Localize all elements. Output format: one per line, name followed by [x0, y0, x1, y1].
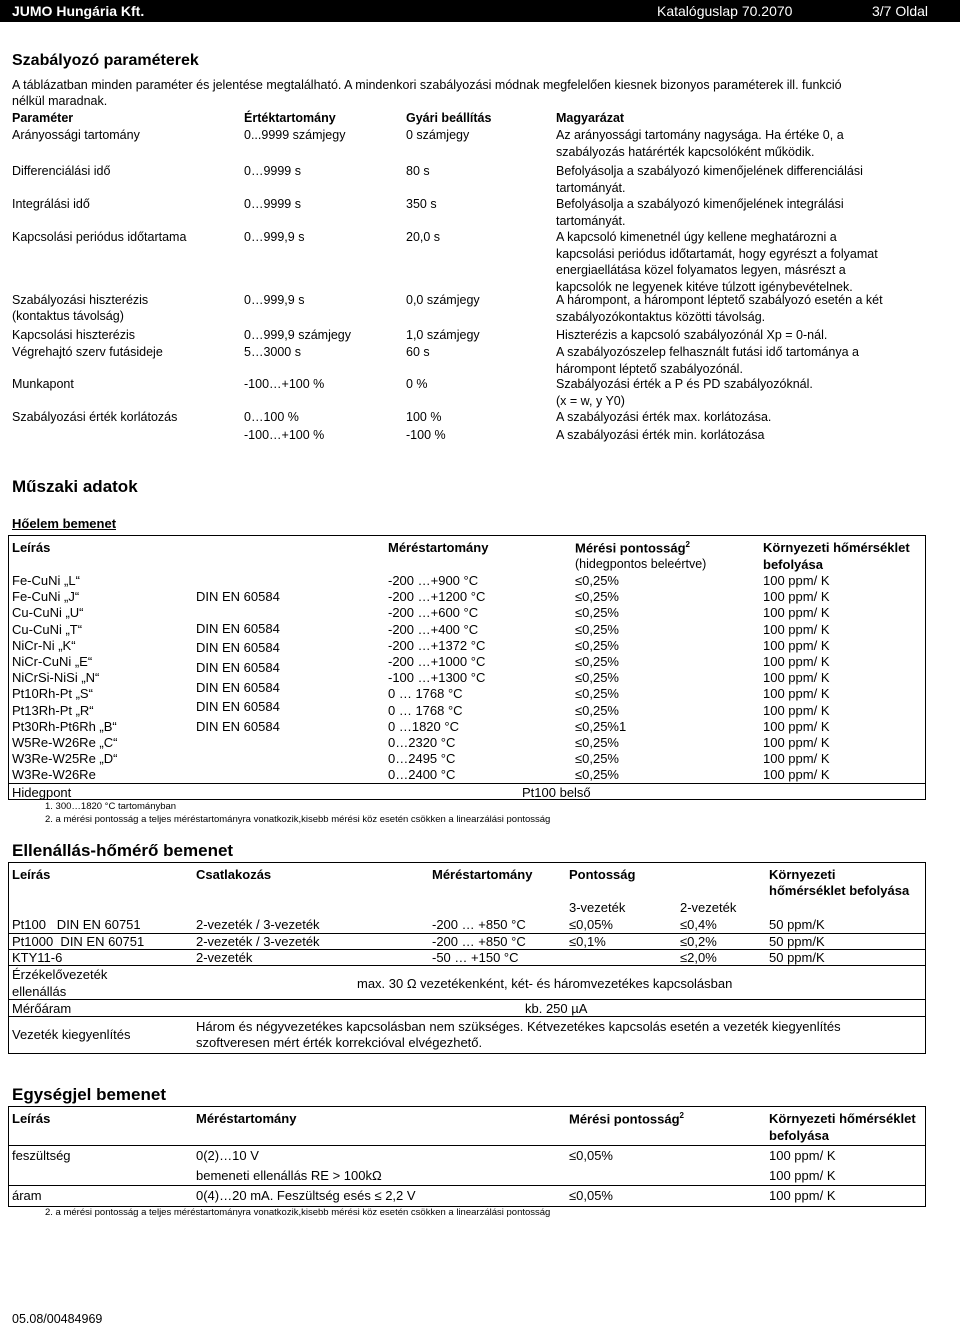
rtd-conn: 2-vezeték / 3-vezeték	[196, 917, 320, 932]
rtd-top-line	[8, 862, 926, 863]
param-desc-line: tartományát.	[556, 180, 626, 195]
rtd-acc-2wire: ≤2,0%	[680, 950, 717, 965]
param-name: Munkapont	[12, 377, 74, 391]
thermo-h-env2: befolyása	[763, 557, 823, 572]
unit-right-line	[925, 1106, 926, 1207]
param-range: 0…999,9 számjegy	[244, 328, 352, 342]
param-desc-line: A szabályozási érték max. korlátozása.	[556, 410, 772, 424]
param-desc-line: tartományát.	[556, 213, 626, 228]
rtd-h-env2: hőmérséklet befolyása	[769, 883, 910, 898]
param-desc-line: energiaellátása közel folyamatos legyen, másrészt a	[556, 263, 846, 277]
unit-row-line-1	[8, 1145, 926, 1146]
thermo-env: 100 ppm/ K	[763, 751, 830, 767]
thermo-range: 0 … 1768 °C	[388, 686, 463, 702]
rtd-right-line	[925, 862, 926, 1054]
param-default: 0 számjegy	[406, 128, 470, 142]
comp-value-1: Három és négyvezetékes kapcsolásban nem szükséges. Kétvezetékes kapcsolás esetén a vezeték kiegyenlítés	[196, 1019, 841, 1034]
rtd-conn: 2-vezeték	[196, 950, 253, 965]
param-name: Kapcsolási hiszterézis	[12, 328, 135, 342]
unit-h-range: Méréstartomány	[196, 1111, 297, 1126]
thermo-acc: ≤0,25%	[575, 702, 619, 718]
param-range: 0…100 %	[244, 410, 299, 424]
rtd-env: 50 ppm/K	[769, 950, 825, 965]
thermo-env: 100 ppm/ K	[763, 686, 830, 702]
thermo-h-acc2: (hidegpontos beleértve)	[575, 557, 707, 571]
param-name-2: (kontaktus távolság)	[12, 309, 124, 323]
thermo-range: -200 …+1200 °C	[388, 589, 486, 605]
param-default: -100 %	[406, 428, 446, 442]
thermo-left-line	[8, 535, 9, 800]
param-desc-line: Befolyásolja a szabályozó kimenőjelének integrálási	[556, 197, 844, 211]
rtd-row-line-4	[8, 999, 926, 1000]
amp-range: 0(4)…20 mA. Feszültség esés ≤ 2,2 V	[196, 1188, 416, 1203]
thermo-mid-line	[8, 783, 926, 784]
thermo-range: 0 …1820 °C	[388, 718, 459, 734]
thermo-standard: DIN EN 60584	[196, 680, 280, 695]
volt-range: 0(2)…10 V	[196, 1148, 259, 1163]
amp-acc: ≤0,05%	[569, 1188, 613, 1203]
amp-env: 100 ppm/ K	[769, 1188, 836, 1203]
unit-h-env1: Környezeti hőmérséklet	[769, 1111, 916, 1126]
rtd-title: Ellenállás-hőmérő bemenet	[12, 841, 234, 860]
param-desc-line: kapcsolási periódus időtartamát, hogy egyrészt a folyamat	[556, 246, 878, 261]
unit-h-acc: Mérési pontosság$^2$	[569, 1111, 684, 1127]
thermo-name: Cu-CuNi „U“	[12, 605, 84, 621]
rtd-bottom-line	[8, 1053, 926, 1054]
param-name: Végrehajtó szerv futásideje	[12, 345, 163, 359]
rtd-h-acc: Pontosság	[569, 867, 636, 882]
thermo-bottom-line	[8, 799, 926, 800]
thermo-standard: DIN EN 60584	[196, 660, 280, 675]
param-default: 1,0 számjegy	[406, 328, 480, 342]
rtd-h-conn: Csatlakozás	[196, 867, 272, 882]
param-desc-line: A hárompont, a hárompont léptető szabályozó esetén a két	[556, 293, 883, 307]
tech-title: Műszaki adatok	[12, 477, 138, 496]
param-default: 0 %	[406, 377, 428, 391]
rtd-name: Pt1000 DIN EN 60751	[12, 933, 145, 949]
cold-value: Pt100 belső	[522, 785, 591, 800]
thermo-name: Cu-CuNi „T“	[12, 621, 83, 637]
page-number: 3/7 Oldal	[872, 3, 929, 19]
param-range: 5…3000 s	[244, 345, 301, 359]
thermo-range: 0 … 1768 °C	[388, 702, 463, 718]
thermo-range: -200 …+900 °C	[388, 573, 479, 588]
params-header-default: Gyári beállítás	[406, 111, 492, 125]
thermo-env: 100 ppm/ K	[763, 767, 830, 783]
thermo-standard: DIN EN 60584	[196, 640, 280, 655]
volt-label: feszültség	[12, 1148, 71, 1163]
param-range: 0…9999 s	[244, 197, 301, 211]
thermo-env: 100 ppm/ K	[763, 702, 830, 718]
thermo-standard: DIN EN 60584	[196, 589, 280, 604]
rtd-env: 50 ppm/K	[769, 917, 825, 932]
param-name: Kapcsolási periódus időtartama	[12, 230, 187, 244]
unit-row-line-2	[8, 1185, 926, 1186]
param-desc-line: Az arányossági tartomány nagysága. Ha értéke 0, a	[556, 128, 844, 142]
params-header-range: Értéktartomány	[244, 111, 336, 125]
thermo-acc: ≤0,25%1	[575, 718, 627, 734]
thermo-name: W3Re-W26Re	[12, 767, 96, 783]
thermo-acc: ≤0,25%	[575, 637, 619, 653]
thermo-acc: ≤0,25%	[575, 751, 619, 767]
thermo-name: Fe-CuNi „J“	[12, 589, 80, 605]
param-desc-line: kapcsolók ne legyenek kitéve túlzott igénybevételnek.	[556, 279, 853, 294]
param-desc-line: (x = w, y Y0)	[556, 393, 625, 408]
volt-env-2: 100 ppm/ K	[769, 1168, 836, 1183]
param-name: Differenciálási idő	[12, 164, 111, 178]
param-default: 20,0 s	[406, 230, 441, 244]
param-default: 0,0 számjegy	[406, 293, 480, 307]
rtd-left-line	[8, 862, 9, 1054]
rtd-acc-2wire: ≤0,2%	[680, 933, 717, 949]
thermo-footnote-2: 2. a mérési pontosság a teljes méréstartományra vonatkozik,kisebb mérési köz esetén csökken a linearzálási pontosság	[45, 814, 551, 825]
thermo-env: 100 ppm/ K	[763, 718, 830, 734]
param-default: 350 s	[406, 197, 437, 211]
param-range: -100…+100 %	[244, 377, 325, 391]
thermo-standard: DIN EN 60584	[196, 699, 280, 714]
rtd-h-desc: Leírás	[12, 867, 51, 882]
amp-label: áram	[12, 1188, 42, 1203]
rtd-h-range: Méréstartomány	[432, 867, 533, 882]
thermo-range: 0…2495 °C	[388, 751, 456, 767]
param-default: 80 s	[406, 164, 430, 178]
page-header	[0, 0, 960, 22]
param-desc-line: hárompont léptető szabályozónál.	[556, 361, 743, 376]
thermo-range: -200 …+400 °C	[388, 621, 479, 637]
rtd-conn: 2-vezeték / 3-vezeték	[196, 933, 320, 949]
thermo-env: 100 ppm/ K	[763, 637, 830, 653]
rtd-acc-3wire: ≤0,1%	[569, 933, 606, 949]
param-desc-line: Hiszterézis a kapcsoló szabályozónál Xp = 0-nál.	[556, 328, 828, 342]
params-intro-1: A táblázatban minden paraméter és jelentése megtalálható. A mindenkori szabályozási módnak megfelelően kiesnek bizonyos paraméterek ill. funkció	[12, 78, 842, 92]
thermo-name: W3Re-W25Re „D“	[12, 751, 118, 767]
catalog-number: Katalóguslap 70.2070	[657, 3, 793, 19]
thermo-standard: DIN EN 60584	[196, 621, 280, 636]
thermo-h-range: Méréstartomány	[388, 540, 489, 555]
param-name: Arányossági tartomány	[12, 128, 140, 142]
thermo-name: Pt30Rh-Pt6Rh „B“	[12, 718, 117, 734]
thermo-range: -200 …+1372 °C	[388, 637, 486, 653]
param-desc-line: A szabályozószelep felhasznált futási idő tartománya a	[556, 345, 859, 359]
unit-left-line	[8, 1106, 9, 1207]
rtd-row-line-3	[8, 965, 926, 966]
thermo-name: W5Re-W26Re „C“	[12, 735, 118, 750]
comp-label: Vezeték kiegyenlítés	[12, 1027, 131, 1042]
thermo-acc: ≤0,25%	[575, 605, 619, 621]
rtd-env: 50 ppm/K	[769, 933, 825, 949]
thermo-standard: DIN EN 60584	[196, 719, 280, 734]
thermo-name: NiCr-Ni „K“	[12, 637, 76, 653]
param-desc-line: A szabályozási érték min. korlátozása	[556, 428, 765, 442]
param-desc-line: Befolyásolja a szabályozó kimenőjelének differenciálási	[556, 164, 863, 178]
thermo-range: -100 …+1300 °C	[388, 670, 486, 686]
rtd-h-env1: Környezeti	[769, 867, 836, 882]
thermo-env: 100 ppm/ K	[763, 670, 830, 686]
thermo-name: Pt10Rh-Pt „S“	[12, 686, 93, 702]
thermo-acc: ≤0,25%	[575, 573, 619, 588]
thermo-acc: ≤0,25%	[575, 589, 619, 605]
thermo-env: 100 ppm/ K	[763, 589, 830, 605]
param-range: 0…9999 s	[244, 164, 301, 178]
thermo-acc: ≤0,25%	[575, 735, 619, 750]
param-default: 100 %	[406, 410, 442, 424]
params-intro-2: nélkül maradnak.	[12, 94, 108, 108]
rtd-name: KTY11-6	[12, 950, 63, 965]
param-range: 0...9999 számjegy	[244, 128, 346, 142]
thermo-name: Fe-CuNi „L“	[12, 573, 80, 588]
param-desc-line: szabályozás határérték kapcsolóként működik.	[556, 144, 815, 159]
param-range: 0…999,9 s	[244, 293, 305, 307]
lead-label-1: Érzékelővezeték	[12, 967, 108, 982]
rtd-acc-3wire: ≤0,05%	[569, 917, 613, 932]
rtd-range: -200 … +850 °C	[432, 933, 526, 949]
volt-env: 100 ppm/ K	[769, 1148, 836, 1163]
unit-footnote: 2. a mérési pontosság a teljes méréstartományra vonatkozik,kisebb mérési köz esetén csökken a linearzálási pontosság	[45, 1207, 551, 1218]
thermo-h-desc: Leírás	[12, 540, 51, 555]
thermo-range: 0…2400 °C	[388, 767, 456, 783]
unit-title: Egységjel bemenet	[12, 1085, 167, 1104]
thermo-footnote-1: 1. 300…1820 °C tartományban	[45, 801, 177, 812]
param-range: -100…+100 %	[244, 428, 325, 442]
params-header-desc: Magyarázat	[556, 111, 625, 125]
thermo-acc: ≤0,25%	[575, 621, 619, 637]
rtd-h-3wire: 3-vezeték	[569, 900, 626, 915]
unit-top-line	[8, 1106, 926, 1107]
thermo-range: 0…2320 °C	[388, 735, 456, 750]
thermo-env: 100 ppm/ K	[763, 654, 830, 669]
rtd-range: -200 … +850 °C	[432, 917, 526, 932]
lead-value: max. 30 Ω vezetékenként, két- és háromvezetékes kapcsolásban	[357, 976, 733, 991]
thermo-acc: ≤0,25%	[575, 670, 619, 686]
thermo-env: 100 ppm/ K	[763, 735, 830, 750]
thermo-right-line	[925, 535, 926, 800]
thermo-title: Hőelem bemenet	[12, 516, 117, 531]
current-label: Mérőáram	[12, 1001, 72, 1016]
unit-h-desc: Leírás	[12, 1111, 51, 1126]
thermo-h-acc: Mérési pontosság$^2$	[575, 540, 690, 556]
rtd-row-line-5	[8, 1016, 926, 1017]
thermo-range: -200 …+600 °C	[388, 605, 479, 621]
unit-h-env2: befolyása	[769, 1128, 829, 1143]
company-name: JUMO Hungária Kft.	[12, 3, 145, 19]
thermo-acc: ≤0,25%	[575, 654, 619, 669]
lead-label-2: ellenállás	[12, 984, 67, 999]
param-name: Szabályozási hiszterézis	[12, 293, 149, 307]
params-header-param: Paraméter	[12, 111, 74, 125]
thermo-acc: ≤0,25%	[575, 686, 619, 702]
param-desc-line: szabályozókontaktus közötti távolság.	[556, 309, 766, 324]
thermo-name: NiCrSi-NiSi „N“	[12, 670, 100, 686]
volt-acc: ≤0,05%	[569, 1148, 613, 1163]
thermo-env: 100 ppm/ K	[763, 573, 830, 588]
thermo-h-env1: Környezeti hőmérséklet	[763, 540, 910, 555]
param-name: Integrálási idő	[12, 197, 90, 211]
cold-label: Hidegpont	[12, 785, 72, 800]
rtd-acc-2wire: ≤0,4%	[680, 917, 717, 932]
current-value: kb. 250 µA	[525, 1001, 588, 1016]
param-range: 0…999,9 s	[244, 230, 305, 244]
rtd-h-2wire: 2-vezeték	[680, 900, 737, 915]
rtd-name: Pt100 DIN EN 60751	[12, 917, 141, 932]
thermo-range: -200 …+1000 °C	[388, 654, 486, 669]
volt-range-2: bemeneti ellenállás RE > 100kΩ	[196, 1168, 382, 1183]
params-title: Szabályozó paraméterek	[12, 52, 199, 69]
thermo-env: 100 ppm/ K	[763, 605, 830, 621]
param-name: Szabályozási érték korlátozás	[12, 410, 178, 424]
footer-code: 05.08/00484969	[12, 1312, 103, 1326]
thermo-name: NiCr-CuNi „E“	[12, 654, 93, 669]
thermo-env: 100 ppm/ K	[763, 621, 830, 637]
rtd-range: -50 … +150 °C	[432, 950, 519, 965]
param-desc-line: Szabályozási érték a P és PD szabályozóknál.	[556, 377, 813, 391]
thermo-acc: ≤0,25%	[575, 767, 619, 783]
param-desc-line: A kapcsoló kimenetnél úgy kellene meghatározni a	[556, 230, 837, 244]
thermo-name: Pt13Rh-Pt „R“	[12, 702, 94, 718]
param-default: 60 s	[406, 345, 430, 359]
comp-value-2: szoftveresen mért érték korrekcióval elvégezhető.	[196, 1035, 483, 1050]
thermo-top-line	[8, 535, 926, 536]
